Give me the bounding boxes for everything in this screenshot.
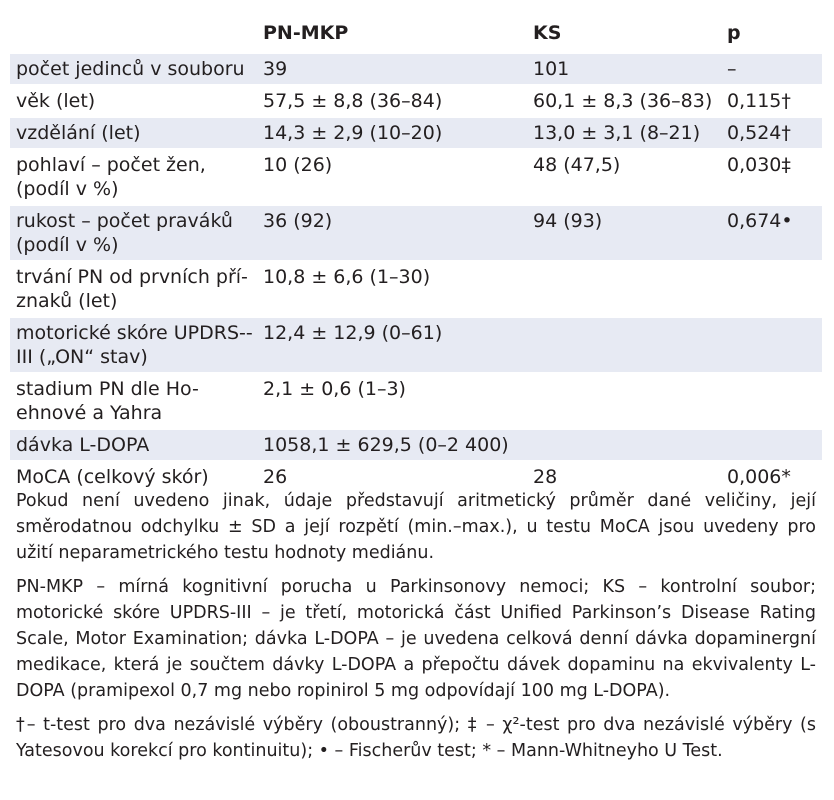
ks-value: 13,0 ± 3,1 (8–21) [527,117,721,149]
row-label: pohlaví – počet žen, (podíl v %) [10,149,257,205]
table-row [10,429,822,461]
p-value [721,373,822,429]
footnote-tests: †– t-test pro dva nezávislé výběry (oboustranný); ‡ – χ²-test pro dva nezávislé výběry (s Yatesovou korekcí pro kontinuitu); • – Fischerův test; * – Mann-Whitneyho U Test. [16,715,816,761]
p-value: 0,030‡ [721,149,822,205]
ks-value: 48 (47,5) [527,149,721,205]
p-value: 0,524† [721,117,822,149]
header-pnmkp: PN-MKP [257,16,527,53]
pnmkp-value: 12,4 ± 12,9 (0–61) [257,317,527,373]
table-header-row [10,16,822,53]
row-label: rukost – počet praváků (podíl v %) [10,205,257,261]
row-label: věk (let) [10,85,257,117]
p-value: 0,006* [721,461,822,492]
header-ks: KS [527,16,721,53]
pnmkp-value: 1058,1 ± 629,5 (0–2 400) [257,429,527,461]
table-row [10,53,822,85]
footnote-summary: Pokud není uvedeno jinak, údaje představují aritmetický průměr dané veličiny, její směrodatnou odchylku ± SD a její rozpětí (min.–max.), u testu MoCA jsou uvedeny pro užití neparametrického testu hodnoty mediánu. [16,491,816,563]
header-empty-cell [10,16,257,53]
header-p: p [721,16,822,53]
footnote-abbreviations: PN-MKP – mírná kognitivní porucha u Parkinsonovy nemoci; KS – kontrolní soubor; motorické skóre UPDRS-III – je třetí, motorická část Unified Parkinson’s Disease Rating Scale, Motor Examination; dávka L-DOPA – je uvedena celková denní dávka dopaminergní medikace, která je součtem dávky L-DOPA a přepočtu dávek dopaminu na ekvivalenty L-DOPA (pramipexol 0,7 mg nebo ropinirol 5 mg odpovídají 100 mg L-DOPA). [16,577,816,701]
row-label: trvání PN od prvních pří-znaků (let) [10,261,257,317]
pnmkp-value: 26 [257,461,527,492]
pnmkp-value: 14,3 ± 2,9 (10–20) [257,117,527,149]
pnmkp-value: 2,1 ± 0,6 (1–3) [257,373,527,429]
ks-value: 60,1 ± 8,3 (36–83) [527,85,721,117]
p-value: 0,115† [721,85,822,117]
row-label: stadium PN dle Ho-ehnové a Yahra [10,373,257,429]
p-value [721,429,822,461]
row-label: motorické skóre UPDRS--III („ON“ stav) [10,317,257,373]
ks-value [527,373,721,429]
table-row [10,85,822,117]
pnmkp-value: 10 (26) [257,149,527,205]
row-label: dávka L-DOPA [10,429,257,461]
table-row [10,117,822,149]
pnmkp-value: 57,5 ± 8,8 (36–84) [257,85,527,117]
pnmkp-value: 10,8 ± 6,6 (1–30) [257,261,527,317]
pnmkp-value: 39 [257,53,527,85]
ks-value: 101 [527,53,721,85]
ks-value [527,429,721,461]
row-label: vzdělání (let) [10,117,257,149]
table-row [10,205,822,261]
ks-value [527,261,721,317]
pnmkp-value: 36 (92) [257,205,527,261]
ks-value: 28 [527,461,721,492]
row-label: MoCA (celkový skór) [10,461,257,492]
table-row [10,149,822,205]
table-row [10,317,822,373]
p-value [721,317,822,373]
p-value [721,261,822,317]
ks-value [527,317,721,373]
table-row [10,261,822,317]
results-table [10,16,822,492]
row-label: počet jedinců v souboru [10,53,257,85]
p-value: – [721,53,822,85]
ks-value: 94 (93) [527,205,721,261]
p-value: 0,674• [721,205,822,261]
table-row [10,373,822,429]
table-footnotes [16,488,816,764]
